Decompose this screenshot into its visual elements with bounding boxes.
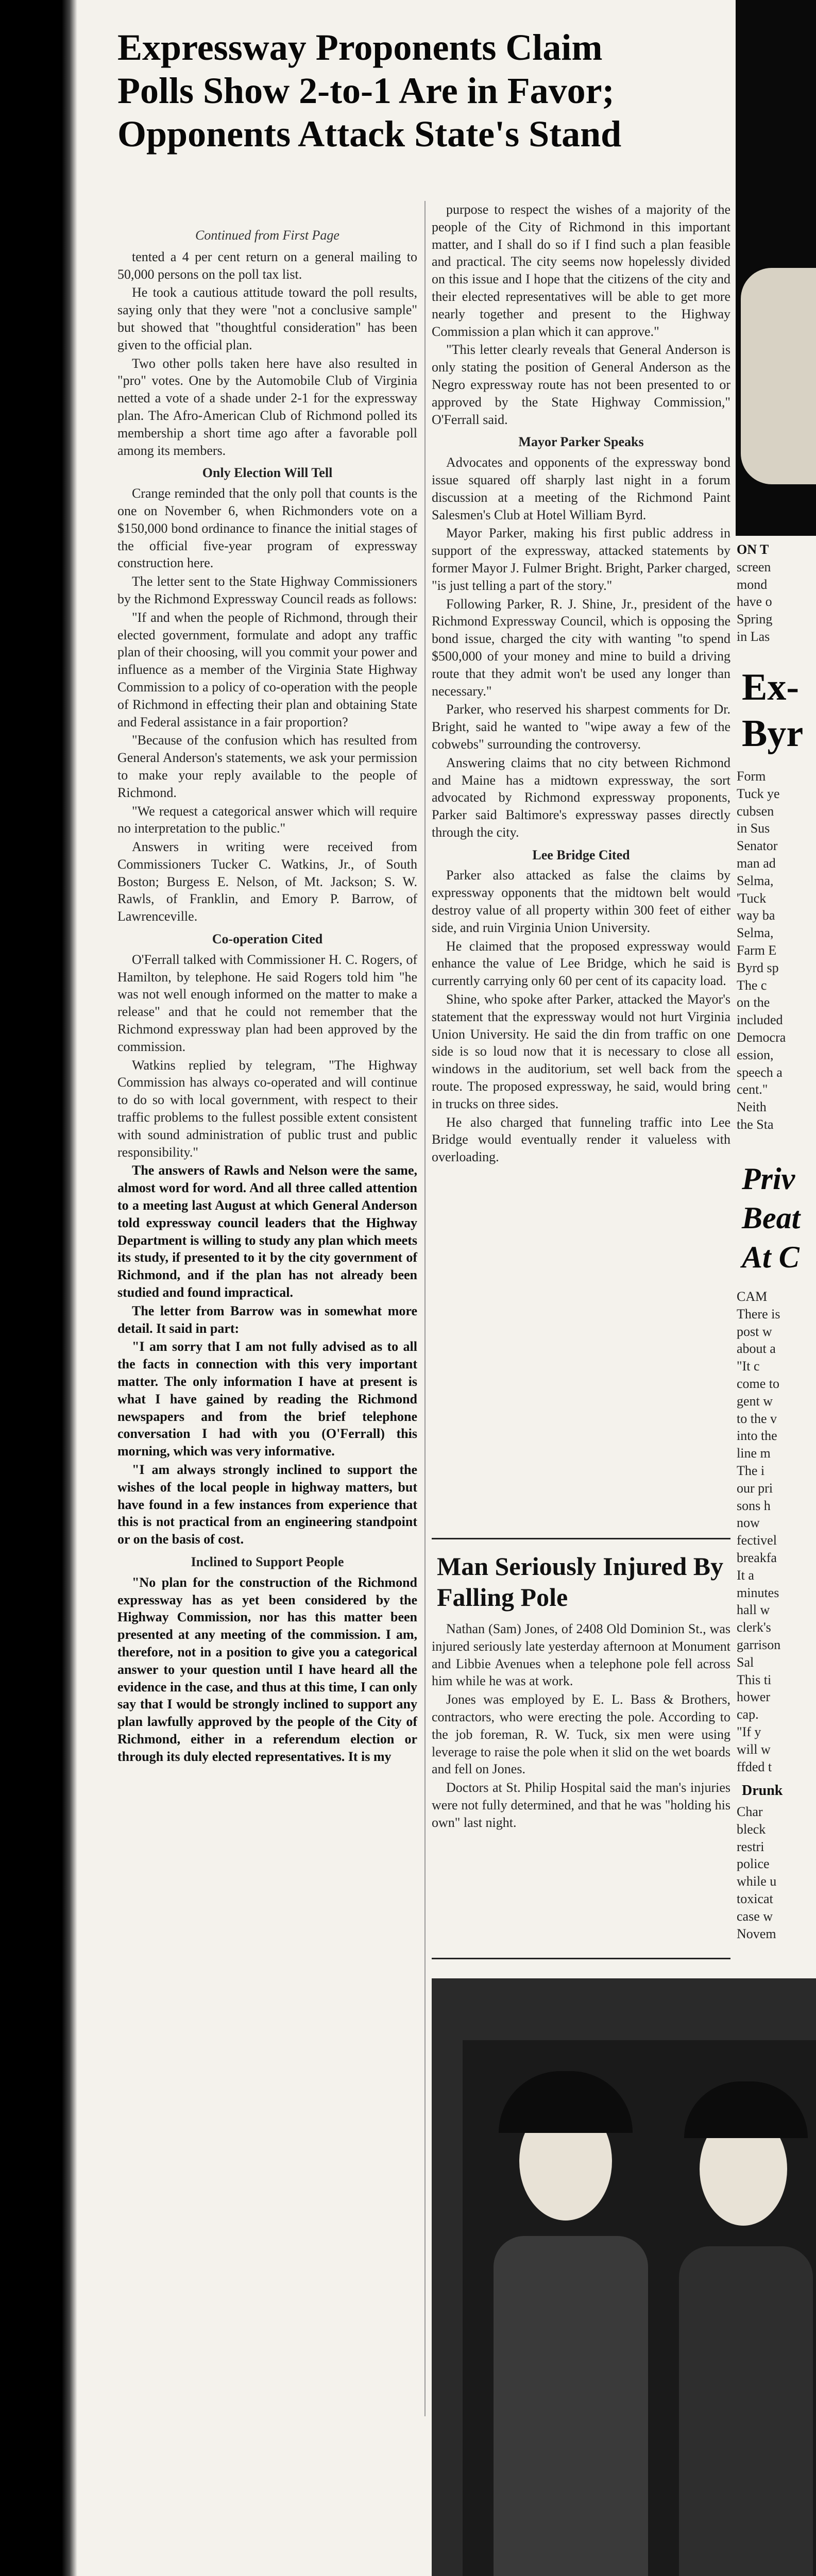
fragment-line: Neith — [737, 1099, 767, 1115]
fragment-line: ON T — [737, 542, 769, 557]
paragraph: He took a cautious attitude toward the poll results, saying only that they were "not a conclusive sample" but showed that "thoughtful consideration" has been given to the official plan. — [117, 285, 417, 352]
fragment-line: ffded t — [737, 1759, 772, 1774]
girl-hair-left — [499, 2071, 633, 2133]
right-photo-face — [741, 268, 816, 484]
fragment-line: cubsen — [737, 803, 774, 819]
headline-line-2: Polls Show 2-to-1 Are in Favor; — [117, 70, 615, 111]
right-photo-cutoff — [736, 0, 816, 536]
right-headline-2a: Priv — [742, 1162, 795, 1196]
photo-girls-with-dolls — [432, 1978, 816, 2576]
fragment-line: come to — [737, 1376, 780, 1391]
paragraph: purpose to respect the wishes of a majority of the people of the City of Richmond in this important matter, and I shall do so if I find such a plan feasible and practical. The city seems now hopelessly divided on this issue and I hope that the citizens of the city and their elected representatives will be able to get more nearly together and present to the Highway Commission a plan which it can approve." — [432, 202, 730, 339]
subhead-inclined: Inclined to Support People — [191, 1554, 344, 1569]
paragraph: tented a 4 per cent return on a general mailing to 50,000 persons on the poll tax list. — [117, 249, 417, 282]
right-fragment-2 — [737, 768, 816, 1133]
paragraph: Watkins replied by telegram, "The Highway Commission has always co-operated and will continue to do so with local government, with respect to their traffic problems to the fullest possible extent consistent with sound administration of public trust and public responsibility." — [117, 1057, 417, 1160]
paragraph: Answering claims that no city between Richmond and Maine has a midtown expressway, the sort advocated by Richmond expressway proponents, Parker said Baltimore's expressway passes directly through the city. — [432, 755, 730, 840]
paragraph: He also charged that funneling traffic into Lee Bridge would eventually render it valueless with overloading. — [432, 1114, 730, 1165]
article-column-2 — [432, 201, 730, 1167]
paragraph: O'Ferrall talked with Commissioner H. C. Rogers, of Hamilton, by telephone. He said Rogers told him "he was not well enough informed on the matter to make a release" and that he could not remember that the Richmond expressway plan had been approved by the commission. — [117, 952, 417, 1054]
paragraph: "Because of the confusion which has resulted from General Anderson's statements, we ask your permission to make your reply available to the people of Richmond. — [117, 733, 417, 800]
fragment-line: police — [737, 1856, 770, 1872]
fragment-line: minutes — [737, 1585, 779, 1600]
fragment-line: Spring — [737, 612, 773, 627]
right-fragment-1 — [737, 541, 816, 646]
fragment-line: in Sus — [737, 821, 770, 836]
fragment-line: toxicat — [737, 1891, 773, 1906]
fragment-line: Form — [737, 769, 766, 784]
paragraph: Nathan (Sam) Jones, of 2408 Old Dominion St., was injured seriously late yesterday afternoon at Monument and Libbie Avenues when a telephone pole fell across him while he was at work. — [432, 1621, 730, 1689]
fragment-line: have o — [737, 594, 772, 609]
paragraph: The letter sent to the State Highway Commissioners by the Richmond Expressway Council reads as follows: — [117, 574, 417, 606]
main-headline — [117, 26, 730, 156]
paragraph: Crange reminded that the only poll that counts is the one on November 6, when Richmonders vote on a $150,000 bond ordinance to finance the initial stages of the official five-year program of expressway construction here. — [117, 486, 417, 571]
right-fragment-3 — [737, 1288, 816, 1775]
subhead-cooperation: Co-operation Cited — [212, 931, 323, 947]
story2-body — [432, 1620, 730, 1833]
right-headline-2b: Beat — [742, 1201, 801, 1235]
paragraph: "No plan for the construction of the Richmond expressway has as yet been considered by the Highway Commission, nor has this matter been presented at any meeting of the commission. I am, therefore, not in a position to give you a categorical answer to your question until I have heard all the evidence in the case, and thus at this time, I can only say that I would be strongly inclined to support any plan lawfully approved by the people of the City of Richmond, either in a referendum election or through its duly elected representatives. It is my — [117, 1574, 417, 1764]
paragraph: Parker, who reserved his sharpest comments for Dr. Bright, said he wanted to "wipe away a few of the cobwebs" surrounding the controversy. — [432, 702, 730, 752]
fragment-line: cap. — [737, 1707, 759, 1722]
fragment-line: about a — [737, 1341, 776, 1357]
fragment-line: line m — [737, 1446, 771, 1461]
fragment-line: gent w — [737, 1393, 773, 1409]
fragment-line: ession, — [737, 1047, 774, 1062]
fragment-line: into the — [737, 1428, 777, 1444]
paragraph: The letter from Barrow was in somewhat more detail. It said in part: — [117, 1303, 417, 1336]
paragraph: Answers in writing were received from Commissioners Tucker C. Watkins, Jr., of South Boston; Burgess E. Nelson, of Mt. Jackson; S. W. Rawls, of Franklin, and Emory P. Barrow, of Lawrenceville. — [117, 839, 417, 924]
fragment-line: Selma, — [737, 873, 774, 888]
paragraph: "If and when the people of Richmond, through their elected government, formulate and adopt any traffic plan of their choosing, will you commit your power and influence as a member of the Virginia State Highway Commission to a policy of co-operation with the people of Richmond in effecting their plan and obtaining State and Federal assistance in a fair proportion? — [117, 609, 418, 730]
girl-body-left — [494, 2236, 648, 2576]
fragment-line: on the — [737, 995, 770, 1010]
fragment-line: It a — [737, 1567, 754, 1583]
paragraph: "I am always strongly inclined to support the wishes of the local people in highway matters, but have found in a few instances from experience that this is not practical from an engineering standpoint or on the basis of cost. — [117, 1462, 417, 1547]
fragment-line: Sal — [737, 1654, 754, 1670]
fragment-line: hower — [737, 1689, 770, 1705]
right-headline-3: Drunk — [742, 1783, 783, 1799]
subhead-mayor-parker: Mayor Parker Speaks — [518, 434, 644, 450]
scan-edge-shadow — [0, 0, 77, 2576]
fragment-line: Farm E — [737, 942, 777, 958]
fragment-line: "It c — [737, 1359, 760, 1374]
fragment-line: The c — [737, 977, 767, 993]
fragment-line: screen — [737, 559, 771, 574]
fragment-line: bleck — [737, 1821, 766, 1837]
fragment-line: the Sta — [737, 1116, 774, 1132]
story2-headline: Man Seriously Injured By Falling Pole — [437, 1552, 724, 1612]
fragment-line: 'Tuck — [737, 890, 767, 906]
fragment-line: will w — [737, 1741, 771, 1757]
subhead-lee-bridge: Lee Bridge Cited — [532, 847, 630, 862]
fragment-line: Democra — [737, 1029, 786, 1045]
fragment-line: CAM — [737, 1289, 768, 1304]
girl-hair-right — [684, 2081, 808, 2138]
right-headline-1b: Byr — [742, 713, 804, 755]
paragraph: The answers of Rawls and Nelson were the same, almost word for word. And all three called attention to a meeting last August at which General Anderson told expressway council leaders that the Highway Department is willing to study any plan which meets its study, if presented to it by the city government of Richmond, and if the plan has not already been studied and found impractical. — [117, 1163, 417, 1300]
right-headline-2c: At C — [742, 1240, 800, 1274]
paragraph: "I am sorry that I am not fully advised as to all the facts in connection with this very important matter. The only information I have at present is what I have gained by reading the Richmond newspapers and from the brief telephone conversation I had with you (O'Ferrall) this morning, which was very informative. — [117, 1339, 417, 1459]
right-fragment-4 — [737, 1803, 816, 1942]
fragment-line: post w — [737, 1324, 772, 1339]
fragment-line: clerk's — [737, 1620, 771, 1635]
paragraph: He claimed that the proposed expressway would enhance the value of Lee Bridge, which he said is currently carrying only 60 per cent of its capacity load. — [432, 938, 730, 989]
fragment-line: mond — [737, 577, 768, 592]
fragment-line: Byrd sp — [737, 960, 779, 975]
fragment-line: man ad — [737, 855, 776, 871]
fragment-line: Char — [737, 1804, 763, 1819]
fragment-line: included — [737, 1012, 783, 1028]
fragment-line: hall w — [737, 1602, 770, 1618]
fragment-line: while u — [737, 1874, 777, 1889]
paragraph: Advocates and opponents of the expressway bond issue squared off sharply last night in a forum discussion at a meeting of the Richmond Paint Salesmen's Club at Hotel William Byrd. — [432, 455, 730, 522]
fragment-line: speech a — [737, 1064, 783, 1080]
fragment-line: case w — [737, 1908, 773, 1924]
paragraph: Mayor Parker, making his first public address in support of the expressway, attacked statements by former Mayor J. Fulmer Bright. Bright, Parker charged, "is just telling a part of the story." — [432, 526, 730, 593]
fragment-line: to the v — [737, 1411, 777, 1426]
fragment-line: "If y — [737, 1724, 761, 1739]
story-divider — [432, 1538, 730, 1539]
paragraph: Following Parker, R. J. Shine, Jr., president of the Richmond Expressway Council, which is opposing the bond issue, charged the city with wanting "to spend $500,000 of your money and mine to build a driving route that they admit won't be used any longer than necessary." — [432, 596, 730, 699]
paragraph: Two other polls taken here have also resulted in "pro" votes. One by the Automobile Club of Virginia netted a vote of a shade under 2-1 for the expressway plan. The Afro-American Club of Richmond polled its membership a short time ago after a favorable poll among its members. — [117, 355, 417, 458]
fragment-line: restri — [737, 1839, 764, 1854]
fragment-line: now — [737, 1515, 760, 1531]
photo-interior — [463, 2040, 816, 2576]
fragment-line: breakfa — [737, 1550, 777, 1565]
headline-line-1: Expressway Proponents Claim — [117, 27, 603, 68]
fragment-line: sons h — [737, 1498, 771, 1513]
girl-body-right — [679, 2246, 813, 2576]
headline-line-3: Opponents Attack State's Stand — [117, 113, 622, 155]
fragment-line: Selma, — [737, 925, 774, 941]
paragraph: Doctors at St. Philip Hospital said the man's injuries were not fully determined, and that he was "holding his own" last night. — [432, 1780, 730, 1830]
paragraph: Jones was employed by E. L. Bass & Brothers, contractors, who were erecting the pole. According to the job foreman, R. W. Tuck, six men were using leverage to raise the pole when it slid on the wet boards and fell on Jones. — [432, 1692, 730, 1777]
fragment-line: This ti — [737, 1672, 772, 1687]
fragment-line: There is — [737, 1306, 780, 1321]
fragment-line: garrison — [737, 1637, 781, 1652]
fragment-line: The i — [737, 1463, 765, 1478]
subhead-only-election: Only Election Will Tell — [202, 465, 333, 481]
fragment-line: way ba — [737, 908, 775, 923]
fragment-line: fectivel — [737, 1533, 777, 1548]
paragraph: "This letter clearly reveals that General Anderson is only stating the position of General Anderson as the Negro expressway route has not been presented to or approved by the State Highway Commission," O'Ferrall said. — [432, 342, 730, 427]
fragment-line: Tuck ye — [737, 786, 780, 801]
column-rule — [424, 201, 426, 2416]
paragraph: "We request a categorical answer which will require no interpretation to the public." — [117, 803, 417, 836]
paragraph: Parker also attacked as false the claims by expressway opponents that the midtown belt would destroy value of all property within 300 feet of either side, and ruin Virginia Union University. — [432, 868, 730, 935]
fragment-line: Novem — [737, 1926, 776, 1941]
right-headline-1a: Ex- — [742, 666, 799, 708]
continued-note: Continued from First Page — [195, 228, 339, 243]
fragment-line: in Las — [737, 629, 770, 644]
story-divider — [432, 1958, 730, 1959]
fragment-line: Senator — [737, 838, 778, 854]
fragment-line: cent." — [737, 1082, 768, 1097]
article-column-1 — [117, 227, 417, 1767]
fragment-line: our pri — [737, 1480, 773, 1496]
paragraph: Shine, who spoke after Parker, attacked the Mayor's statement that the expressway would not hurt Virginia Union University. He said the din from traffic on one side is so loud now that it is necessary to close all windows in the auditorium, set well back from the route. The proposed expressway, he said, would bring in trucks on three sides. — [432, 992, 730, 1111]
